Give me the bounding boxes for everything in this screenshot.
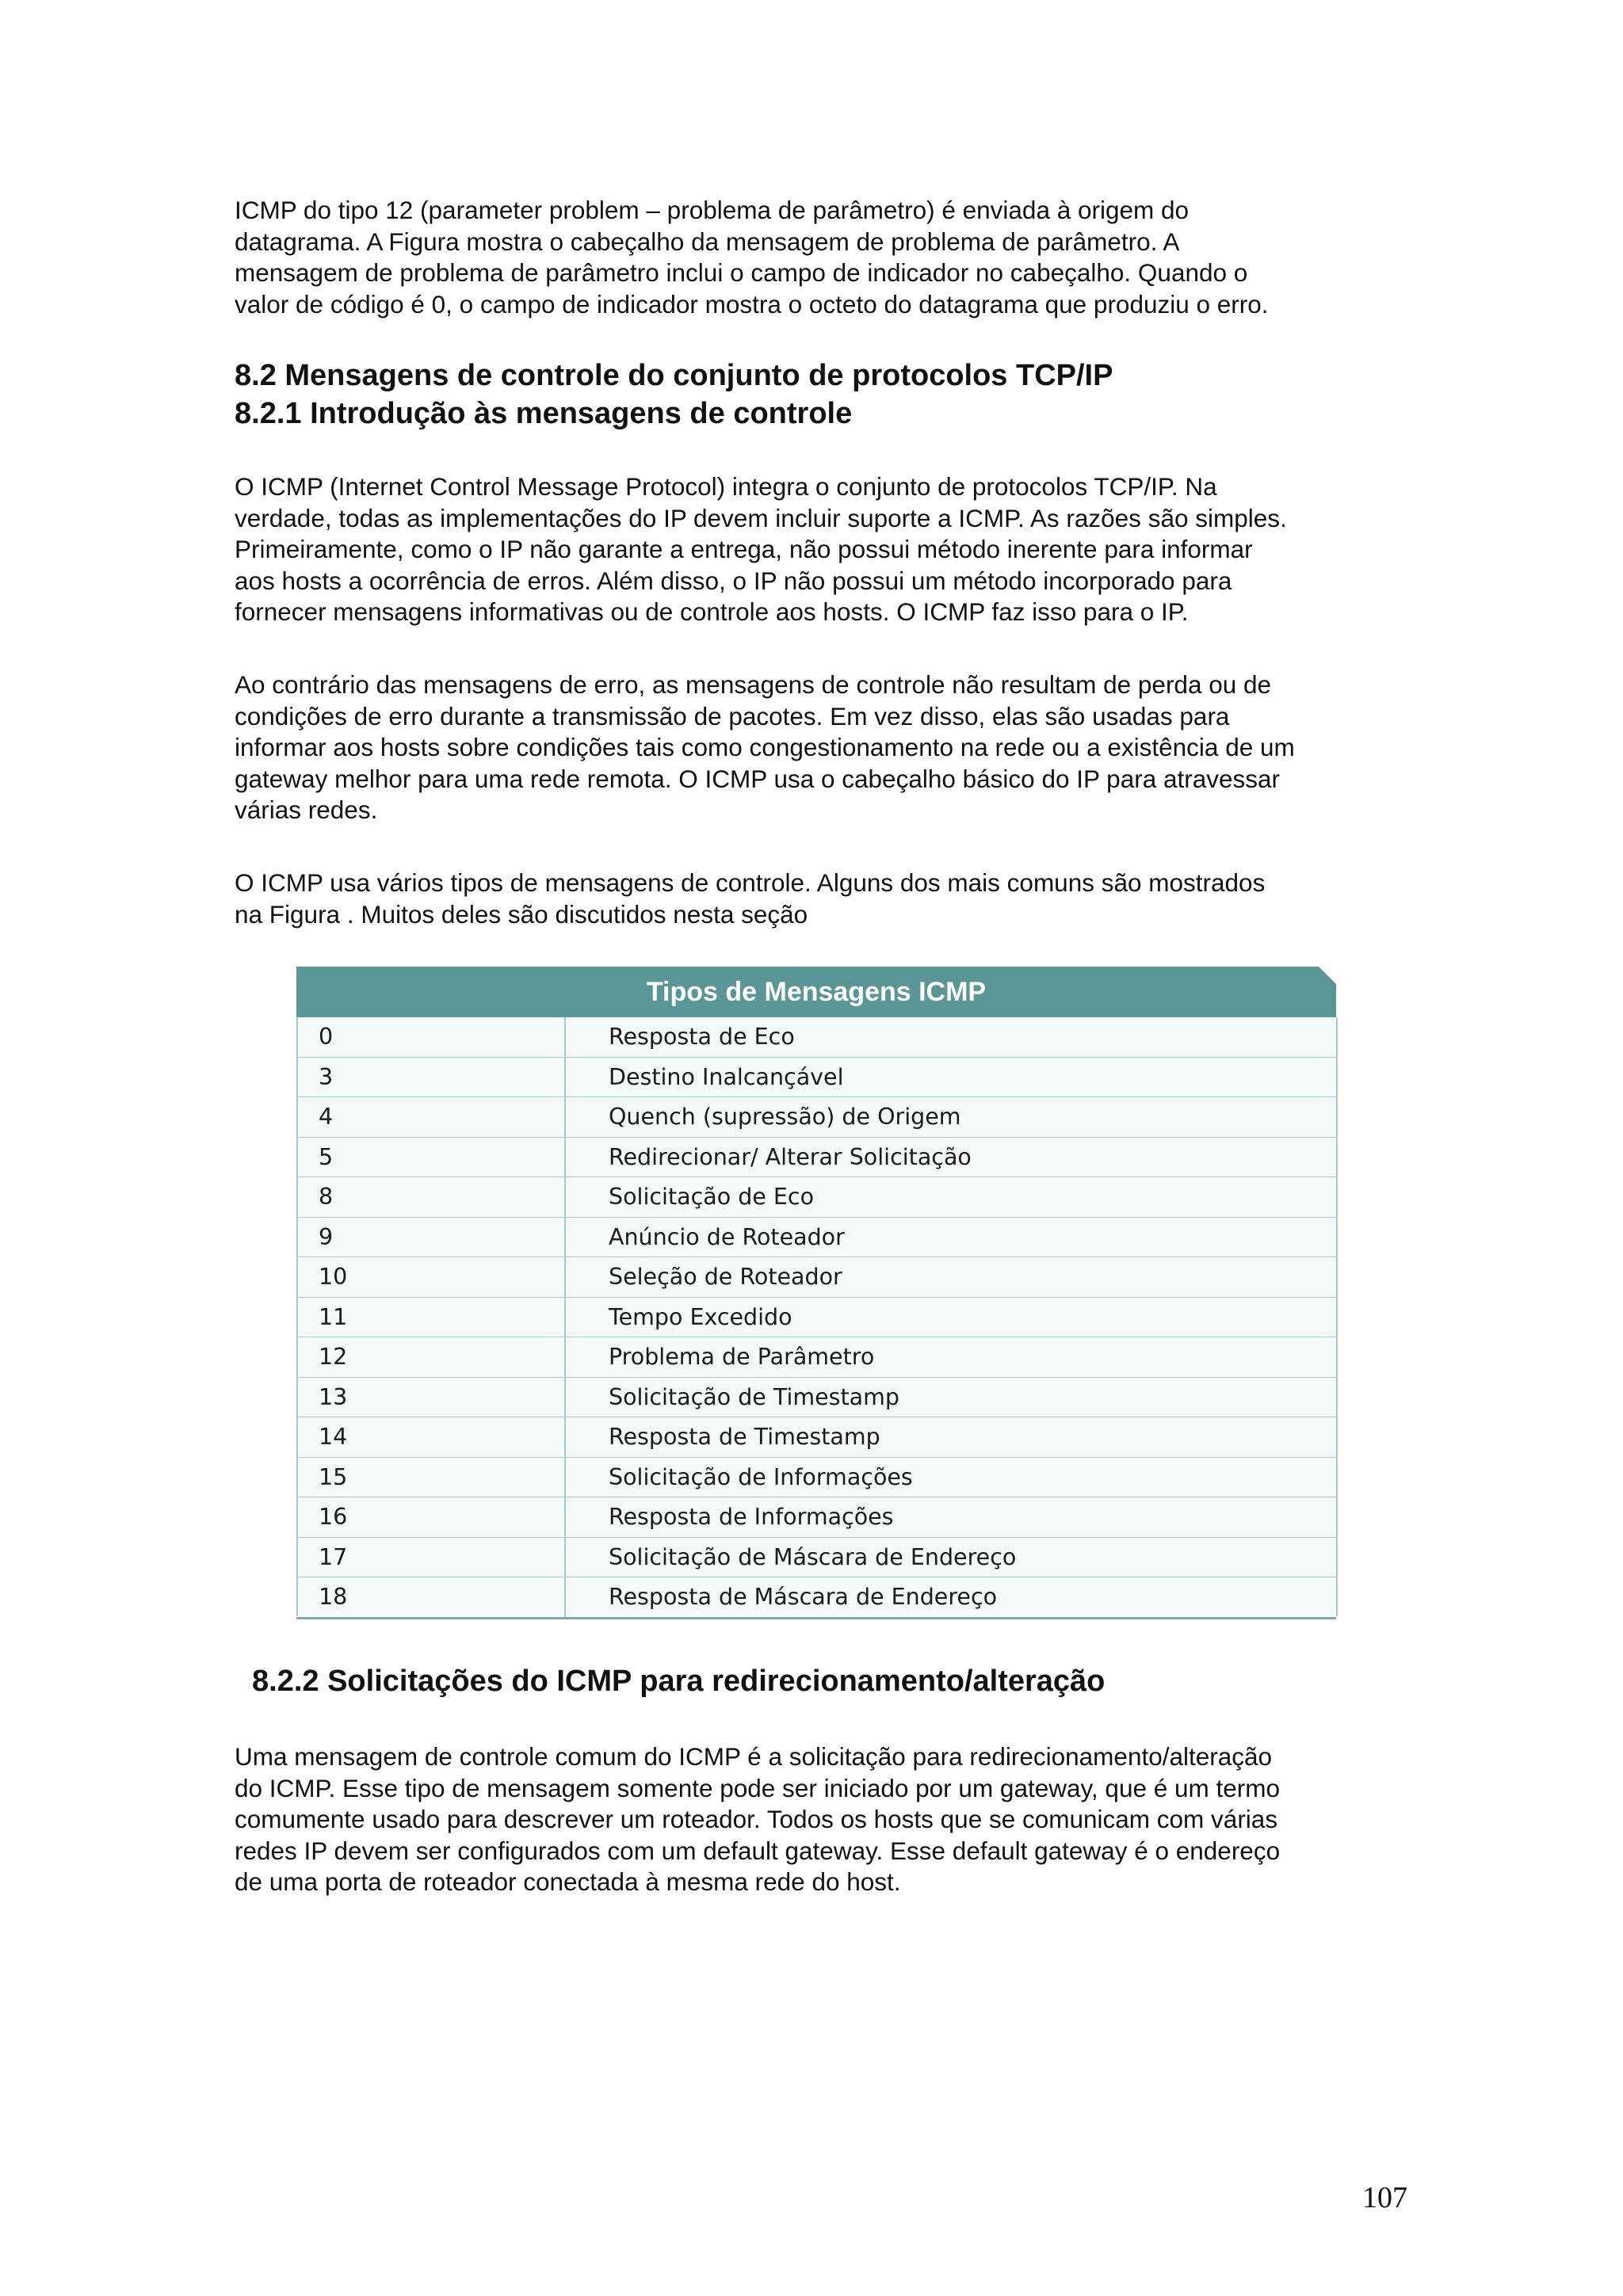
- table-row: [296, 1097, 1336, 1138]
- paragraph-icmp-intro: O ICMP (Internet Control Message Protocol) integra o conjunto de protocolos TCP/IP. Na verdade, todas as implementações do IP devem incluir suporte a ICMP. As razões são simples. Primeiramente, como o IP não garante a entrega, não possui método inerente para informar aos hosts a ocorrência de erros. Além disso, o IP não possui um método incorporado para fornecer mensagens informativas ou de controle aos hosts. O ICMP faz isso para o IP.: [235, 472, 1287, 626]
- table-row: [296, 1017, 1336, 1057]
- table-row: [296, 1217, 1336, 1257]
- message-type-code: 5: [296, 1137, 565, 1177]
- message-type-name: Resposta de Eco: [565, 1017, 1336, 1057]
- table-row: [296, 1577, 1336, 1619]
- intro-paragraph: ICMP do tipo 12 (parameter problem – problema de parâmetro) é enviada à origem do datagrama. A Figura mostra o cabeçalho da mensagem de problema de parâmetro. A mensagem de problema de parâmetro inclui o campo de indicador no cabeçalho. Quando o valor de código é 0, o campo de indicador mostra o octeto do datagrama que produziu o erro.: [235, 196, 1269, 318]
- message-type-name: Destino Inalcançável: [565, 1057, 1336, 1097]
- message-type-name: Tempo Excedido: [565, 1297, 1336, 1337]
- message-type-name: Redirecionar/ Alterar Solicitação: [565, 1137, 1336, 1177]
- message-type-name: Solicitação de Timestamp: [565, 1377, 1336, 1417]
- message-type-name: Resposta de Informações: [565, 1497, 1336, 1538]
- message-type-code: 15: [296, 1457, 565, 1497]
- table-row: [296, 1537, 1336, 1577]
- table-row: [296, 1377, 1336, 1417]
- message-type-name: Resposta de Timestamp: [565, 1417, 1336, 1458]
- section-heading-8-2: 8.2 Mensagens de controle do conjunto de protocolos TCP/IP 8.2.1 Introdução às mensagens de controle: [235, 359, 1113, 430]
- message-type-code: 13: [296, 1377, 565, 1417]
- table-row: [296, 1297, 1336, 1337]
- table-row: [296, 1457, 1336, 1497]
- table-row: [296, 1257, 1336, 1298]
- message-type-name: Solicitação de Informações: [565, 1457, 1336, 1497]
- table-row: [296, 1337, 1336, 1378]
- figure-title: Tipos de Mensagens ICMP: [296, 967, 1336, 1017]
- message-type-code: 17: [296, 1537, 565, 1577]
- message-type-code: 9: [296, 1217, 565, 1257]
- message-type-name: Problema de Parâmetro: [565, 1337, 1336, 1378]
- table-row: [296, 1417, 1336, 1458]
- message-type-code: 11: [296, 1297, 565, 1337]
- icmp-types-figure: [296, 967, 1336, 1621]
- paragraph-message-types: O ICMP usa vários tipos de mensagens de controle. Alguns dos mais comuns são mostrados na Figura . Muitos deles são discutidos nesta seção: [235, 868, 1266, 929]
- page-number: 107: [1362, 2181, 1407, 2214]
- message-type-code: 10: [296, 1257, 565, 1298]
- message-type-code: 12: [296, 1337, 565, 1378]
- message-type-name: Quench (supressão) de Origem: [565, 1097, 1336, 1138]
- message-type-name: Solicitação de Eco: [565, 1177, 1336, 1218]
- table-row: [296, 1177, 1336, 1218]
- paragraph-control-messages: Ao contrário das mensagens de erro, as mensagens de controle não resultam de perda ou de condições de erro durante a transmissão de pacotes. Em vez disso, elas são usadas para informar aos hosts sobre condições tais como congestionamento na rede ou a existência de um gateway melhor para uma rede remota. O ICMP usa o cabeçalho básico do IP para atravessar várias redes.: [235, 670, 1295, 824]
- message-type-code: 0: [296, 1017, 565, 1057]
- message-type-name: Solicitação de Máscara de Endereço: [565, 1537, 1336, 1577]
- section-heading-8-2-2: 8.2.2 Solicitações do ICMP para redirecionamento/alteração: [252, 1665, 1106, 1698]
- table-row: [296, 1137, 1336, 1177]
- figure-corner-notch: [1319, 967, 1336, 984]
- table-row: [296, 1497, 1336, 1538]
- message-type-code: 4: [296, 1097, 565, 1138]
- message-type-name: Resposta de Máscara de Endereço: [565, 1577, 1336, 1619]
- message-type-code: 16: [296, 1497, 565, 1538]
- message-type-code: 3: [296, 1057, 565, 1097]
- icmp-types-table: [296, 1017, 1336, 1619]
- message-type-name: Seleção de Roteador: [565, 1257, 1336, 1298]
- message-type-name: Anúncio de Roteador: [565, 1217, 1336, 1257]
- message-type-code: 8: [296, 1177, 565, 1218]
- message-type-code: 14: [296, 1417, 565, 1458]
- message-type-code: 18: [296, 1577, 565, 1619]
- paragraph-redirect: Uma mensagem de controle comum do ICMP é a solicitação para redirecionamento/alteração do ICMP. Esse tipo de mensagem somente pode ser iniciado por um gateway, que é um termo comumente usado para descrever um roteador. Todos os hosts que se comunicam com várias redes IP devem ser configurados com um default gateway. Esse default gateway é o endereço de uma porta de roteador conectada à mesma rede do host.: [235, 1742, 1281, 1896]
- table-row: [296, 1057, 1336, 1097]
